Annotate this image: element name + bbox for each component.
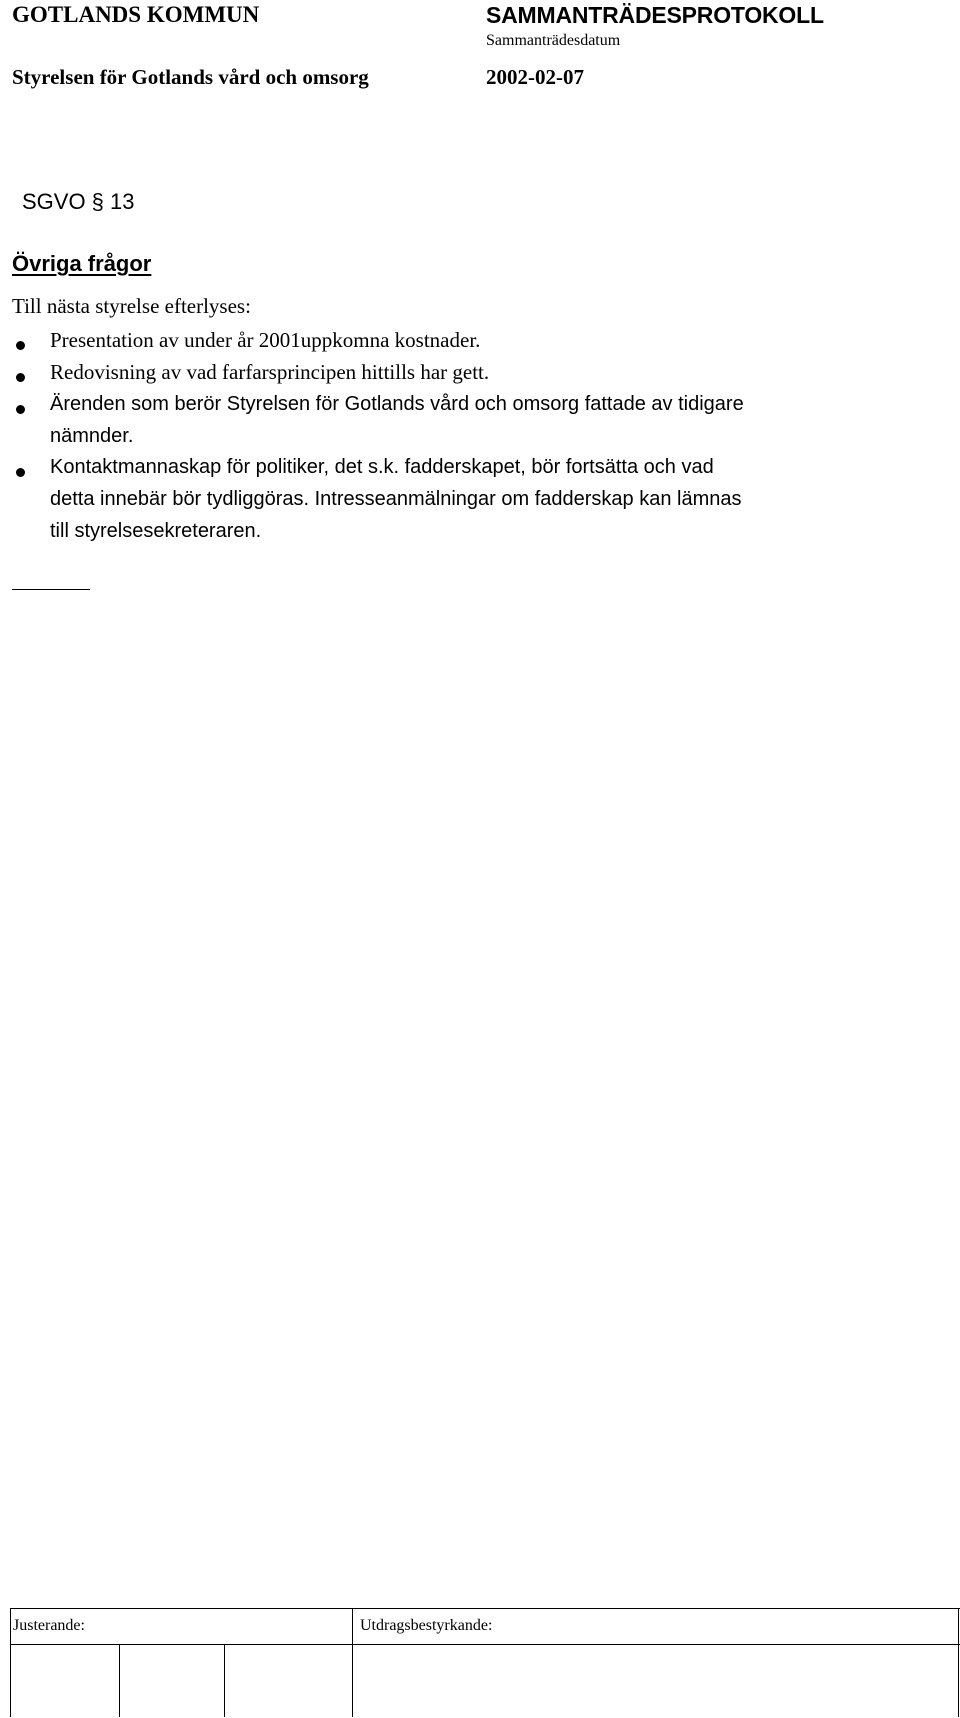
bullet-icon [16, 341, 25, 350]
section-heading: Övriga frågor [12, 251, 152, 276]
bullet-icon [16, 373, 25, 382]
section-intro: Till nästa styrelse efterlyses: [12, 294, 251, 318]
table-divider [352, 1609, 353, 1717]
list-item-line: Ärenden som berör Styrelsen för Gotlands vård och omsorg fattade av tidigare [50, 393, 744, 415]
section-end-rule [12, 589, 90, 590]
list-item-line: Kontaktmannaskap för politiker, det s.k. fadderskapet, bör fortsätta och vad [50, 456, 714, 478]
justerande-label: Justerande: [13, 1617, 85, 1634]
table-divider [224, 1644, 225, 1717]
list-item-line: till styrelsesekreteraren. [50, 520, 262, 542]
bullet-icon [16, 468, 25, 477]
list-item [50, 388, 744, 452]
utdragsbestyrkande-label: Utdragsbestyrkande: [360, 1617, 493, 1634]
bullet-icon [16, 405, 25, 414]
document-type: SAMMANTRÄDESPROTOKOLL [486, 2, 824, 28]
signature-table [10, 1608, 960, 1717]
table-header-rule [10, 1644, 960, 1645]
table-border [958, 1609, 959, 1717]
meeting-date-label: Sammanträdesdatum [486, 32, 621, 49]
list-item [50, 356, 489, 388]
board-name: Styrelsen för Gotlands vård och omsorg [12, 65, 369, 89]
meeting-date: 2002-02-07 [486, 65, 584, 89]
list-item-line: Redovisning av vad farfarsprincipen hittills har gett. [50, 360, 490, 384]
list-item-line: nämnder. [50, 425, 134, 447]
list-item [50, 324, 480, 356]
table-divider [119, 1644, 120, 1717]
table-border [10, 1609, 11, 1717]
section-number: SGVO § 13 [22, 189, 135, 214]
list-item-line: Presentation av under år 2001uppkomna kostnader. [50, 328, 481, 352]
list-item [50, 451, 742, 547]
organization-name: GOTLANDS KOMMUN [12, 2, 260, 27]
list-item-line: detta innebär bör tydliggöras. Intresseanmälningar om fadderskap kan lämnas [50, 488, 742, 510]
